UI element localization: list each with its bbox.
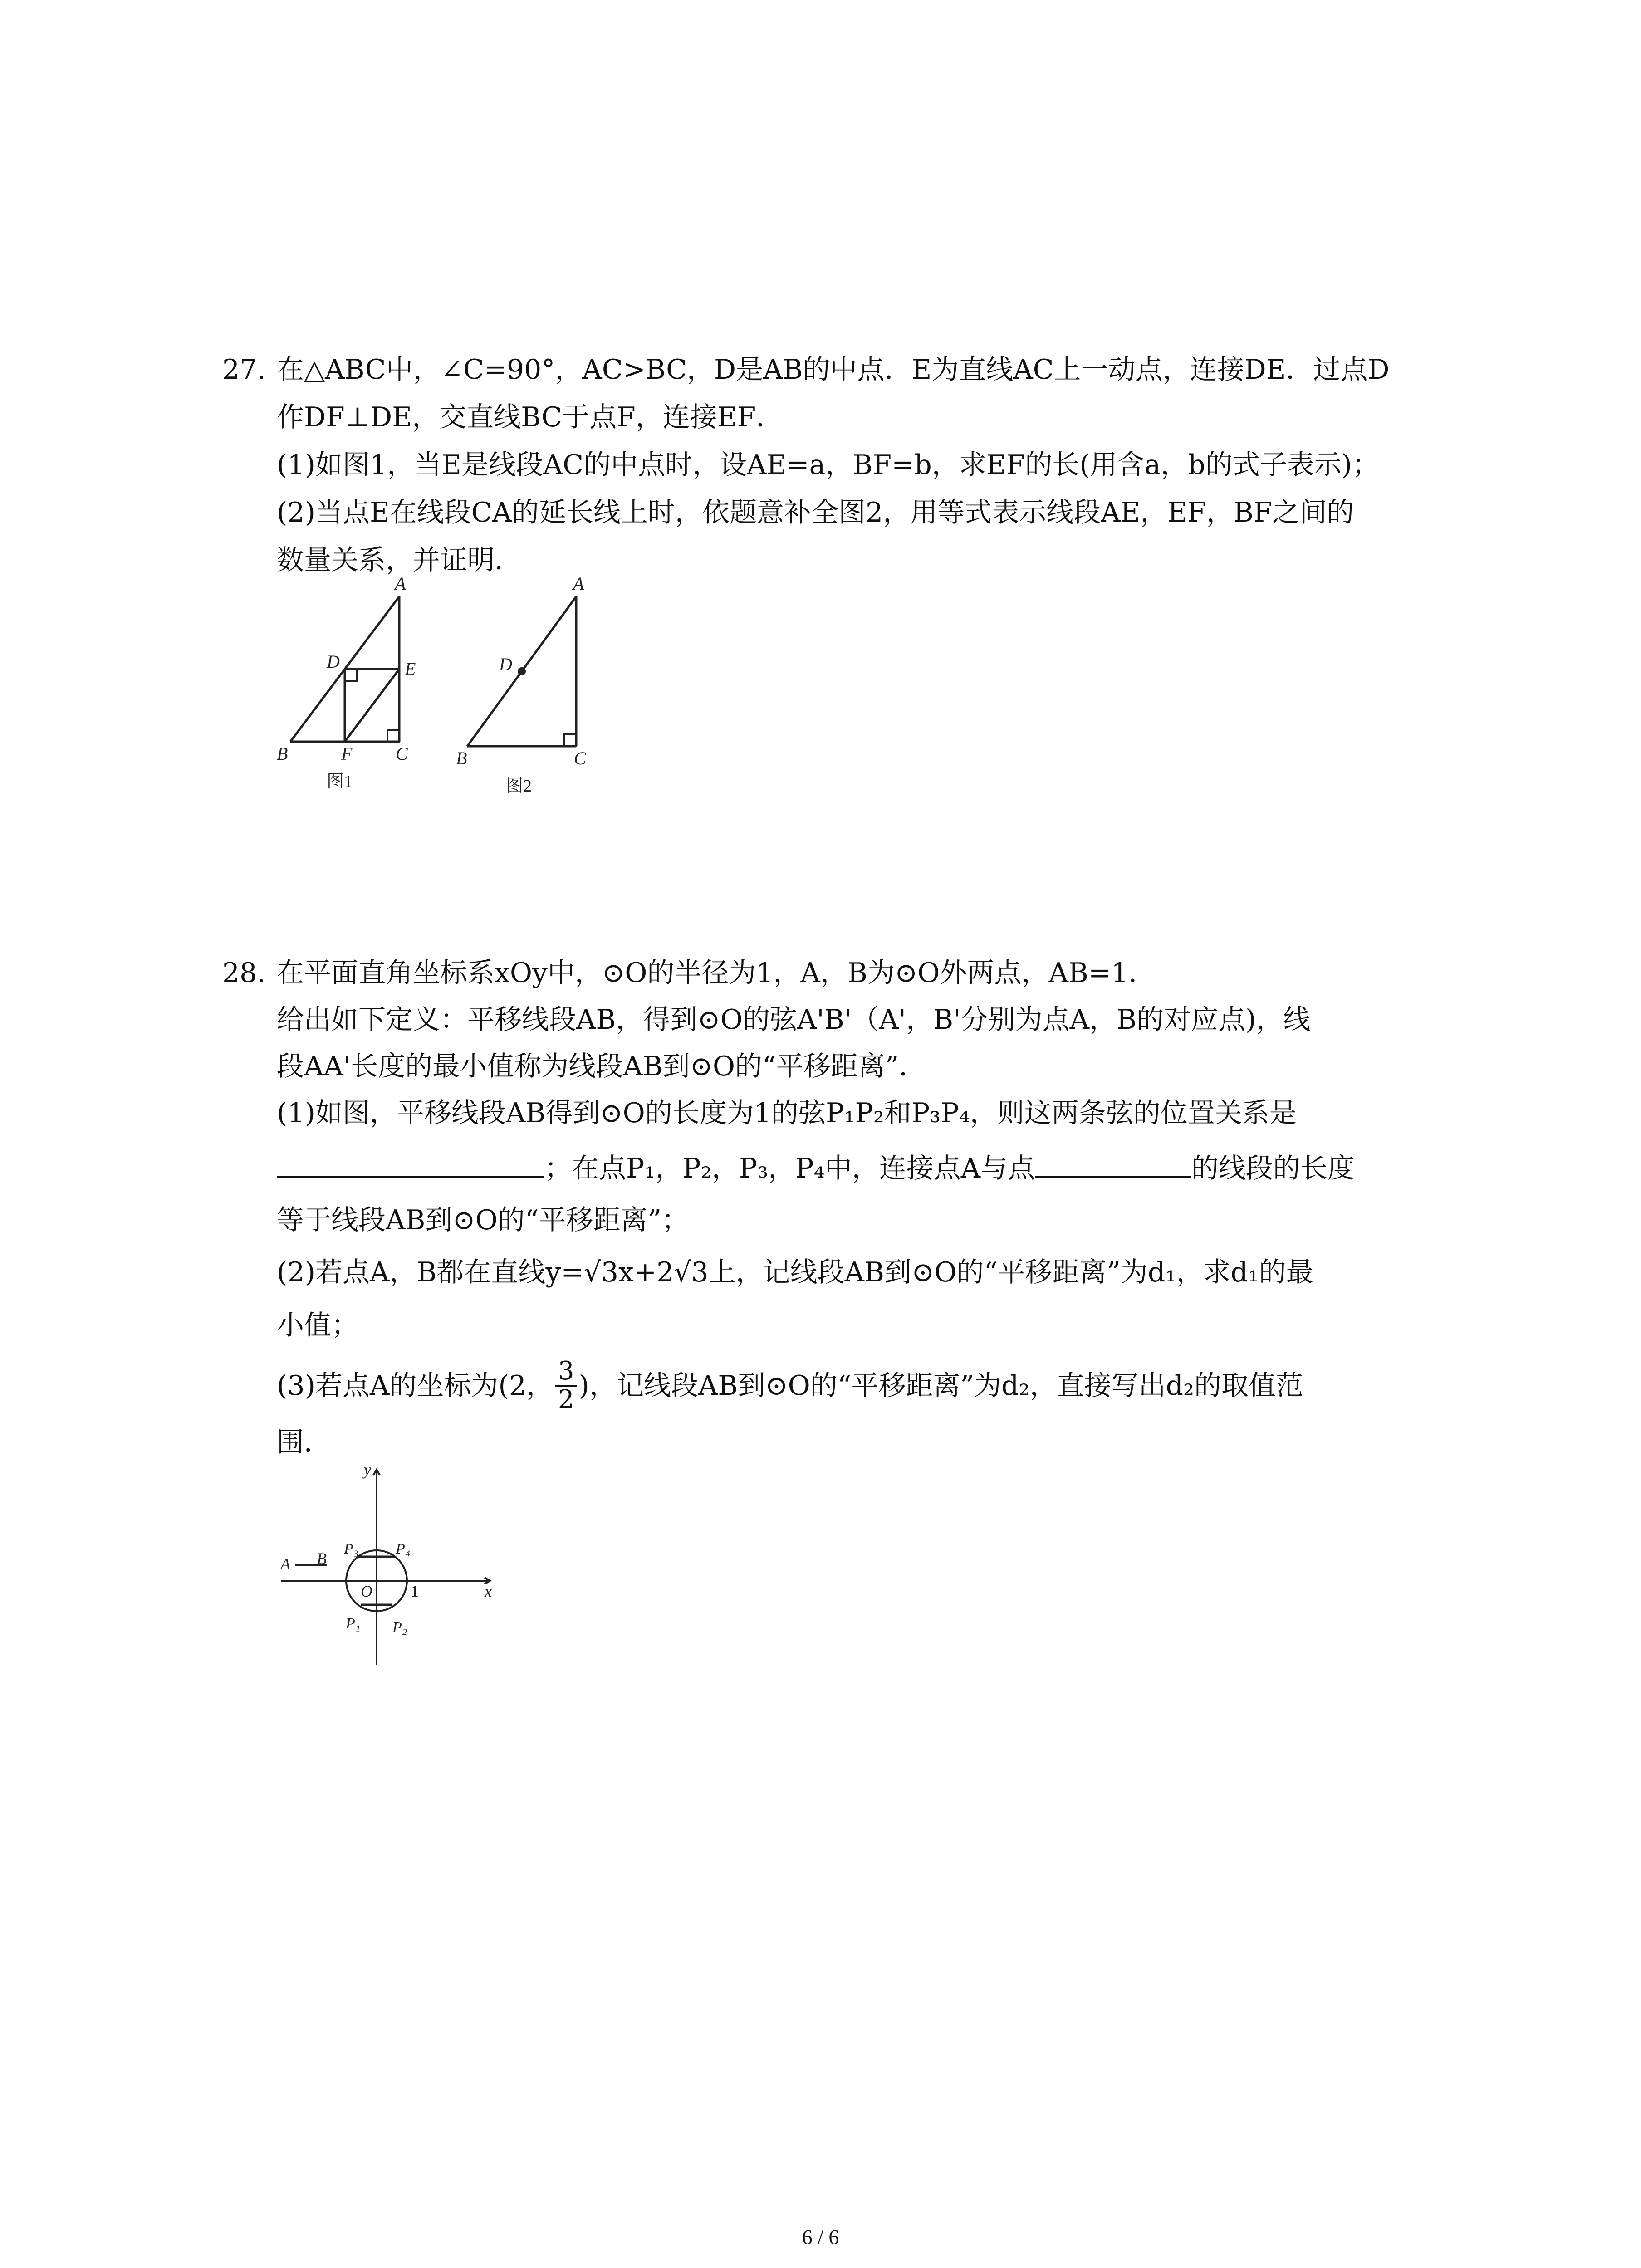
q28-part1-line1: (1)如图，平移线段AB得到⊙O的长度为1的弦P₁P₂和P₃P₄，则这两条弦的位置关系是 [277,1097,1297,1129]
fig-label-x: x [485,1582,492,1600]
q27-part2-line2: 数量关系，并证明． [277,544,522,576]
fig-label-O: O [361,1582,372,1600]
q28-coordinate-figure [268,1461,504,1678]
fig2-label-C: C [574,748,586,768]
answer-blank-1[interactable] [277,1152,544,1178]
q27-figure-1 [263,572,445,807]
page-number: 6 / 6 [802,2225,839,2248]
q28-part1-end: 的线段的长度 [1191,1153,1355,1184]
fig-label-P4: P₄ [396,1540,411,1557]
fraction-three-halves [555,1358,577,1413]
fig-label-B: B [317,1549,327,1568]
q28-number: 28. [222,957,266,989]
q27-figure-2 [447,572,619,807]
fig-label-A: A [280,1555,290,1573]
fig-label-P2: P₂ [392,1619,407,1636]
q27-part1: (1)如图1，当E是线段AC的中点时，设AE=a，BF=b，求EF的长(用含a，b的式子表示)； [277,449,1380,481]
q28-line3: 段AA'长度的最小值称为线段AB到⊙O的“平移距离”． [277,1051,926,1082]
fig2-caption: 图2 [506,777,532,796]
fig1-label-D: D [327,651,340,672]
q28-part3-line1 [277,1352,1303,1420]
q28-line2: 给出如下定义：平移线段AB，得到⊙O的弦A'B'（A'，B'分别为点A，B的对应点)，线 [277,1004,1311,1036]
fig1-label-E: E [405,659,416,679]
fig1-label-A: A [395,573,406,594]
fig1-label-C: C [396,743,408,764]
fig1-label-F: F [341,743,353,764]
q28-part3-line2: 围． [277,1427,331,1458]
fig1-caption: 图1 [327,772,353,791]
q28-part2-line2: 小值； [277,1310,358,1341]
fig-label-y: y [364,1461,371,1479]
q27-line2: 作DF⊥DE，交直线BC于点F，连接EF． [277,401,784,433]
q28-part3-post: )，记线段AB到⊙O的“平移距离”为d₂，直接写出d₂的取值范 [578,1370,1303,1402]
q28-part1-line2 [277,1152,1355,1182]
q27-line1: 在△ABC中，∠C=90°，AC>BC，D是AB的中点．E为直线AC上一动点，连接DE．过点D [277,354,1390,386]
q28-part3-pre: (3)若点A的坐标为(2， [277,1370,554,1402]
fig-label-P3: P₃ [344,1540,359,1557]
q28-line1: 在平面直角坐标系xOy中，⊙O的半径为1，A，B为⊙O外两点，AB=1． [277,957,1156,989]
fraction-denominator: 2 [558,1385,574,1414]
q28-part2-line1: (2)若点A，B都在直线y=√3x+2√3上，记线段AB到⊙O的“平移距离”为d₁，求d₁的最 [277,1256,1313,1288]
fig2-label-D: D [499,654,512,675]
answer-blank-2[interactable] [1035,1152,1191,1178]
q28-part1-mid: ；在点P₁，P₂，P₃，P₄中，连接点A与点 [544,1153,1035,1184]
fraction-numerator: 3 [555,1358,577,1387]
fig-label-one: 1 [411,1582,419,1600]
fig1-label-B: B [277,743,288,764]
q27-part2-line1: (2)当点E在线段CA的延长线上时，依题意补全图2，用等式表示线段AE，EF，BF之间的 [277,497,1354,528]
q28-part1-line3: 等于线段AB到⊙O的“平移距离”； [277,1204,689,1236]
fig-label-P1: P₁ [346,1615,361,1632]
fig2-label-A: A [573,573,584,594]
fig2-label-B: B [456,748,467,768]
q27-number: 27. [222,354,266,386]
